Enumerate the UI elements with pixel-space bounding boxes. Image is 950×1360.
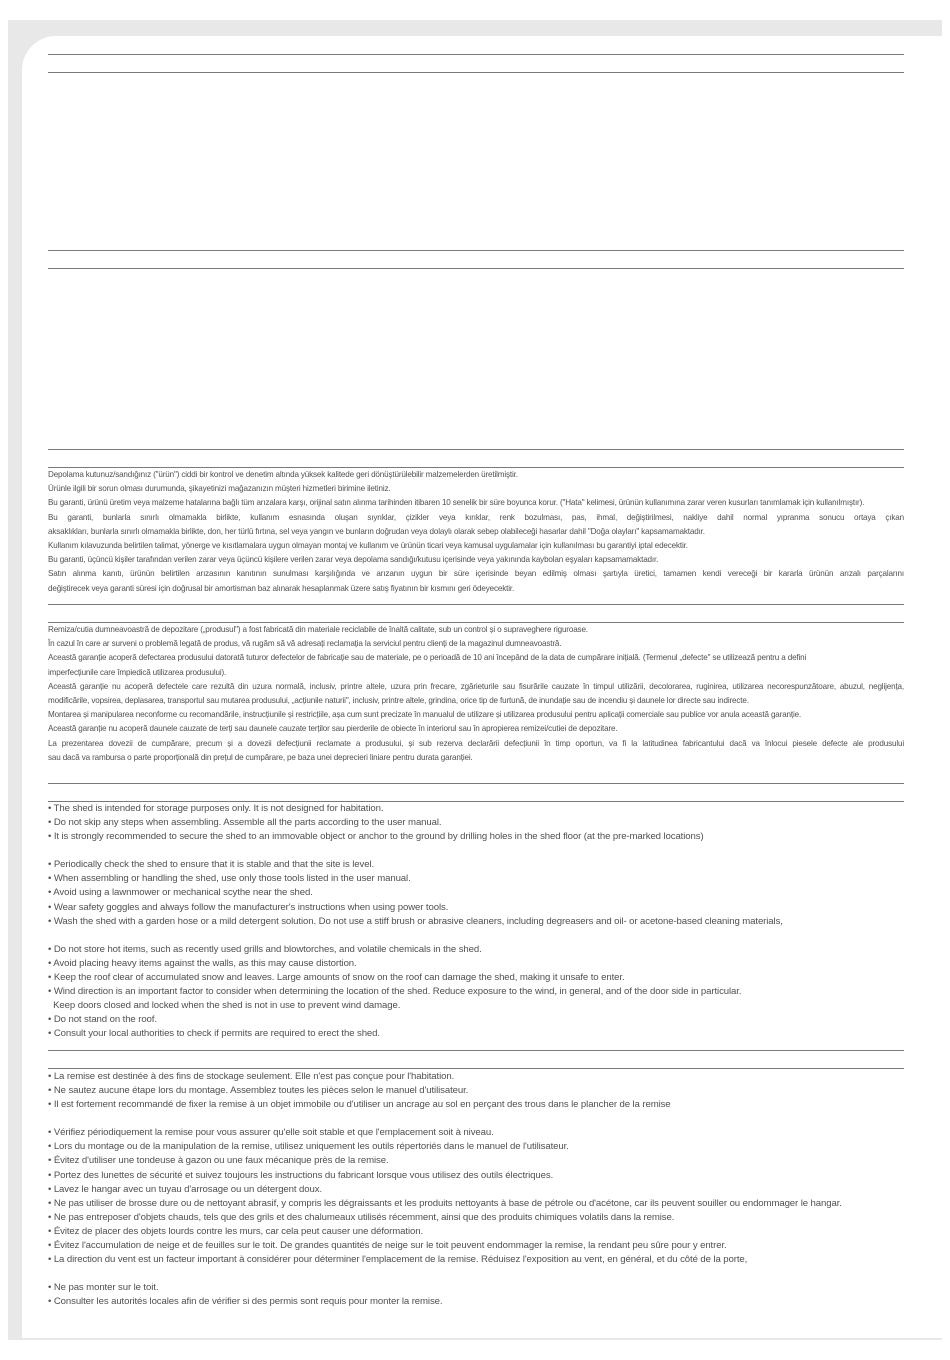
list-item: • Portez des lunettes de sécurité et suivez toujours les instructions du fabricant lorsque vous utilisez des outils électriques. xyxy=(48,1169,554,1181)
list-item: • Do not store hot items, such as recently used grills and blowtorches, and volatile chemicals in the shed. xyxy=(48,943,482,955)
paragraph-line: Remiza/cutia dumneavoastră de depozitare („produsul") a fost fabricată din materiale reciclabile de înaltă calitate, sub un control și o supraveghere riguroase. xyxy=(48,625,588,634)
english-safety-list xyxy=(48,802,904,1041)
list-item: • The shed is intended for storage purposes only. It is not designed for habitation. xyxy=(48,803,384,814)
section-rule xyxy=(48,250,904,251)
paragraph-line: Bu garanti, ürünü üretim veya malzeme hatalarına bağlı tüm arızalara karşı, orijinal satın alınma tarihinden itibaren 10 senelik bir süre boyunca korur. ("Hata" kelimesi, ürünün kullanımına zarar veren kusurları tanımlamak için kullanılmıştır). xyxy=(48,498,865,508)
paragraph-line: În cazul în care ar surveni o problemă legată de produs, vă rugăm să vă adresați reclamația la serviciul pentru clienți de la magazinul dumneavoastră. xyxy=(48,639,562,649)
section-rule xyxy=(48,268,904,269)
list-item: • It is strongly recommended to secure the shed to an immovable object or anchor to the ground by drilling holes in the shed floor (at the pre-marked locations) xyxy=(48,831,704,843)
section-rule xyxy=(48,783,904,784)
list-item: • Ne pas entreposer d'objets chauds, tels que des grils et des chalumeaux utilisés récemment, ainsi que des produits chimiques volatils dans la remise. xyxy=(48,1211,675,1223)
list-item: • Keep the roof clear of accumulated snow and leaves. Large amounts of snow on the roof can damage the shed, making it unsafe to enter. xyxy=(48,971,625,983)
list-item: • Évitez de placer des objets lourds contre les murs, car cela peut causer une déformation. xyxy=(48,1225,424,1237)
list-item: • La direction du vent est un facteur important à considérer pour déterminer l'emplacement de la remise. Réduisez l'exposition au vent, en général, et du côté de la porte, xyxy=(48,1254,748,1266)
list-item: • Il est fortement recommandé de fixer la remise à un objet immobile ou d'utiliser un ancrage au sol en perçant des trous dans le plancher de la remise xyxy=(48,1099,671,1111)
section-rule xyxy=(48,1050,904,1051)
paragraph-line: Bu garanti, üçüncü kişiler tarafından verilen zarar veya üçüncü kişilere verilen zarar veya depolama sandığı/kutusu içerisinde veya yakınında kaybolan eşyaları kapsamamaktadır. xyxy=(48,555,659,565)
section-rule xyxy=(48,604,904,605)
list-item: • Lors du montage ou de la manipulation de la remise, utilisez uniquement les outils répertoriés dans le manuel de l'utilisateur. xyxy=(48,1141,569,1153)
list-item: • Avoid using a lawnmower or mechanical scythe near the shed. xyxy=(48,887,313,899)
list-item: • Consulter les autorités locales afin de vérifier si des permis sont requis pour monter la remise. xyxy=(48,1296,443,1308)
paragraph-line: Kullanım kılavuzunda belirtilen talimat, yönerge ve kısıtlamalara uygun olmayan montaj ve kullanım ve ürünün ticari veya kamusal uygulamalar için kullanılması bu garantiyi iptal edecektir. xyxy=(48,541,688,551)
section-rule xyxy=(48,1068,904,1069)
paragraph-line: aksaklıkları, bunlarla sınırlı olmamakla birlikte, don, her türlü fırtına, sel veya yangın ve bunların doğrudan veya dolaylı olarak sebep olabileceği hasarlar dahil "Doğa olayları" kapsamamaktadır. xyxy=(48,526,705,536)
list-item: • Periodically check the shed to ensure that it is stable and that the site is level. xyxy=(48,859,375,871)
section-rule xyxy=(48,72,904,73)
paragraph-line: La prezentarea dovezii de cumpărare, precum și a dovezii defecțiunii reclamate a produsului, și sub rezerva declarării defecțiunii în timp oportun, va fi la latitudinea fabricantului dacă va înlocui piesele defecte ale produsului xyxy=(48,738,904,748)
romanian-warranty-text xyxy=(48,623,904,765)
paragraph-line: Depolama kutunuz/sandığınız ("ürün") ciddi bir kontrol ve denetim altında yüksek kalitede geri dönüştürülebilir malzemelerden üretilmiştir. xyxy=(48,470,518,479)
list-item: • Wind direction is an important factor to consider when determining the location of the shed. Reduce exposure to the wind, in general, and of the door side in particular. xyxy=(48,986,742,998)
list-item: • Do not stand on the roof. xyxy=(48,1014,157,1026)
paragraph-line: sau dacă va rambursa o parte proporțională din prețul de cumpărare, pe baza unei deprecieri liniare pentru durata garanției. xyxy=(48,752,473,762)
list-item: • Wear safety goggles and always follow the manufacturer's instructions when using power tools. xyxy=(48,901,449,913)
section-rule xyxy=(48,449,904,450)
section-rule xyxy=(48,54,904,55)
paragraph-line: Această garanție nu acoperă daunele cauzate de terți sau daunele cauzate terților sau pierderile de obiecte în interiorul sau în apropierea remizei/cutiei de depozitare. xyxy=(48,724,618,734)
paragraph-line: Ürünle ilgili bir sorun olması durumunda, şikayetinizi mağazanızın müşteri hizmetleri birimine iletiniz. xyxy=(48,484,391,494)
paragraph-line: Satın alınma kanıtı, ürünün belirtilen arızasının kanıtının sunulması karşılığında ve arızanın uygun bir süre içerisinde beyan edilmiş olması şartıyla üretici, tamamen kendi vereceği bir kararla ürünün arızalı parçalarını xyxy=(48,569,904,579)
list-item: • When assembling or handling the shed, use only those tools listed in the user manual. xyxy=(48,873,411,885)
list-item: • Évitez l'accumulation de neige et de feuilles sur le toit. De grandes quantités de neige sur le toit peuvent endommager la remise, la rendant peu sûre pour y entrer. xyxy=(48,1240,727,1252)
paragraph-line: imperfecțiunile care împiedică utilizarea produsului). xyxy=(48,667,227,677)
french-safety-list xyxy=(48,1070,904,1309)
list-item: • Consult your local authorities to check if permits are required to erect the shed. xyxy=(48,1028,380,1040)
paragraph-line: Bu garanti, bunlarla sınırlı olmamakla birlikte, kullanım esnasında oluşan sıyrıklar, çizikler veya kırıklar, renk bozulması, pas, ihmal, değiştirilmesi, nakliye dahil normal yıpranma sonucu ortaya çıkan xyxy=(48,512,904,522)
paragraph-line: değiştirecek veya garanti süresi için doğrusal bir amortisman baz alınarak hesaplanmak üzere satış fiyatının bir kısmını geri ödeyecektir. xyxy=(48,583,515,593)
paragraph-line: Montarea și manipularea neconforme cu recomandările, instrucțiunile și restricțiile, așa cum sunt precizate în manualul de utilizare și utilizarea produsului pentru aplicații comerciale sau publice vor anula această garanție. xyxy=(48,710,802,720)
list-item: • Évitez d'utiliser une tondeuse à gazon ou une faux mécanique près de la remise. xyxy=(48,1155,389,1167)
list-item: • Wash the shed with a garden hose or a mild detergent solution. Do not use a stiff brush or abrasive cleaners, including degreasers and oil- or acetone-based cleaning materials, xyxy=(48,915,783,927)
paragraph-line: Această garanție nu acoperă defectele care rezultă din uzura normală, inclusiv, printre altele, uzura prin frecare, zgârieturile sau fisurările cauzate în timpul utilizării, decolorarea, ruginirea, utilizarea necorespunzătoare, abuzul, neglijența, xyxy=(48,681,904,691)
list-item: • Ne pas utiliser de brosse dure ou de nettoyant abrasif, y compris les dégraissants et les produits nettoyants à base de pétrole ou d'acétone, car ils peuvent souiller ou endommager le hangar. xyxy=(48,1197,842,1209)
list-item: • Ne sautez aucune étape lors du montage. Assemblez toutes les pièces selon le manuel d'utilisateur. xyxy=(48,1085,469,1097)
list-item: • La remise est destinée à des fins de stockage seulement. Elle n'est pas conçue pour l'habitation. xyxy=(48,1071,455,1082)
list-item: • Ne pas monter sur le toit. xyxy=(48,1282,159,1294)
list-item: • Do not skip any steps when assembling. Assemble all the parts according to the user manual. xyxy=(48,817,442,829)
paragraph-line: Această garanție acoperă defectarea produsului datorată tuturor defectelor de fabricație sau de materiale, pe o perioadă de 10 ani începând de la data de cumpărare inițială. (Termenul „defecte" se utilizează pentru a defini xyxy=(48,653,807,663)
list-item: Keep doors closed and locked when the shed is not in use to prevent wind damage. xyxy=(48,1000,401,1012)
turkish-warranty-text xyxy=(48,468,904,596)
list-item: • Vérifiez périodiquement la remise pour vous assurer qu'elle soit stable et que l'emplacement soit à niveau. xyxy=(48,1127,494,1139)
list-item: • Lavez le hangar avec un tuyau d'arrosage ou un détergent doux. xyxy=(48,1183,323,1195)
list-item: • Avoid placing heavy items against the walls, as this may cause distortion. xyxy=(48,957,357,969)
paragraph-line: modificările, vopsirea, deplasarea, transportul sau mutarea produsului, „acțiunile naturii", inclusiv, printre altele, grindina, orice tip de furtună, de inundație sau de incendiu și daunele lor directe sau indirecte. xyxy=(48,696,749,706)
